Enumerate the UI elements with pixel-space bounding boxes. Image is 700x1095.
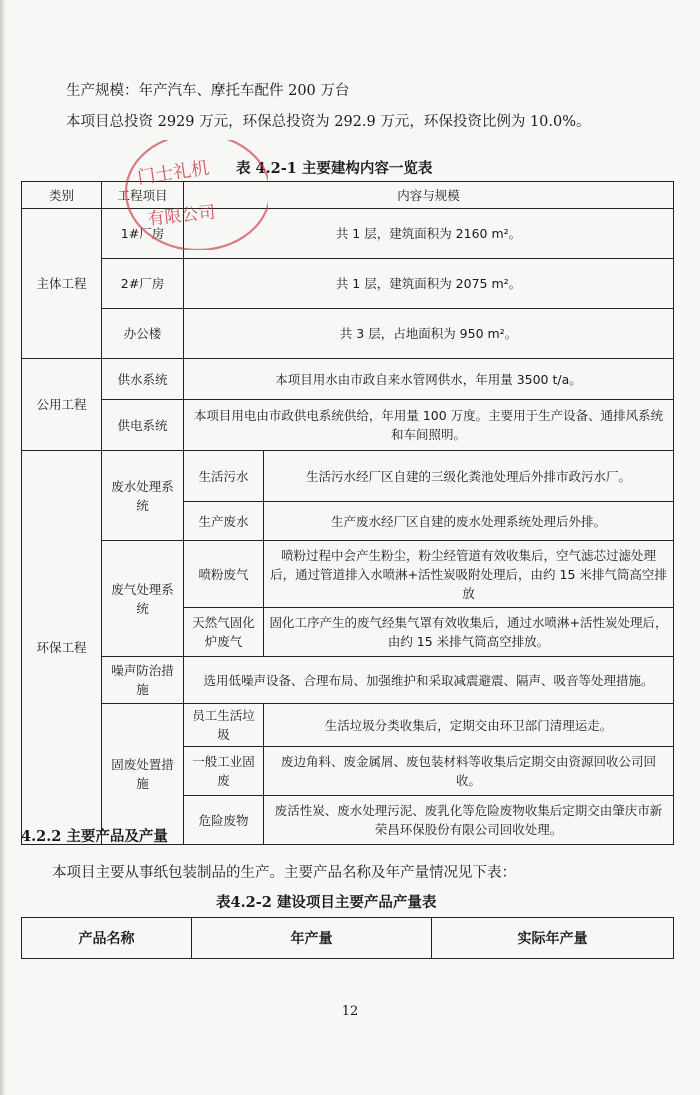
table-row: [22, 541, 674, 608]
production-scale-text: 生产规模：年产汽车、摩托车配件 200 万台: [66, 83, 350, 99]
content-cell: 生活污水经厂区自建的三级化粪池处理后外排市政污水厂。: [264, 451, 674, 502]
header-actual-output: 实际年产量: [432, 918, 674, 959]
category-env: 环保工程: [22, 451, 102, 845]
system-noise: 噪声防治措施: [102, 657, 184, 704]
item-cell: 喷粉废气: [184, 541, 264, 608]
system-gas: 废气处理系统: [102, 541, 184, 657]
item-cell: 天然气固化炉废气: [184, 608, 264, 657]
page-edge-shadow: [0, 0, 6, 1095]
item-cell: 生产废水: [184, 502, 264, 541]
item-cell: 2#厂房: [102, 259, 184, 309]
content-cell: 共 1 层，建筑面积为 2075 m²。: [184, 259, 674, 309]
item-cell: 员工生活垃圾: [184, 704, 264, 747]
page-number: 12: [341, 1004, 359, 1019]
item-cell: 供电系统: [102, 400, 184, 451]
item-cell: 生活污水: [184, 451, 264, 502]
table-header-row: [22, 918, 674, 959]
header-product-name: 产品名称: [22, 918, 192, 959]
item-cell: 危险废物: [184, 796, 264, 845]
content-cell: 本项目用电由市政供电系统供给，年用量 100 万度。主要用于生产设备、通排风系统和车间照明。: [184, 400, 674, 451]
table-row: [22, 309, 674, 359]
system-solid-waste: 固废处置措施: [102, 704, 184, 845]
investment-text: 本项目总投资 2929 万元，环保总投资为 292.9 万元，环保投资比例为 10.0%。: [66, 114, 591, 130]
content-cell: 共 3 层，占地面积为 950 m²。: [184, 309, 674, 359]
table-4-2-1-caption: 表 4.2-1 主要建构内容一览表: [236, 160, 433, 177]
construction-content-table: [21, 181, 674, 845]
svg-text:有限公司: 有限公司: [146, 202, 217, 230]
section-4-2-2-text: 本项目主要从事纸包装制品的生产。主要产品名称及年产量情况见下表：: [52, 865, 516, 881]
table-row: [22, 259, 674, 309]
content-cell: 本项目用水由市政自来水管网供水，年用量 3500 t/a。: [184, 359, 674, 400]
table-4-2-2-caption: 表4.2-2 建设项目主要产品产量表: [216, 894, 437, 911]
content-cell: 废活性炭、废水处理污泥、废乳化等危险废物收集后定期交由肇庆市新荣昌环保股份有限公司回收处理。: [264, 796, 674, 845]
section-4-2-2-heading: 4.2.2 主要产品及产量: [21, 828, 168, 845]
table-row: [22, 400, 674, 451]
table-row: [22, 359, 674, 400]
table-header-row: [22, 182, 674, 209]
item-cell: 供水系统: [102, 359, 184, 400]
content-cell: 生产废水经厂区自建的废水处理系统处理后外排。: [264, 502, 674, 541]
content-cell: 生活垃圾分类收集后，定期交由环卫部门清理运走。: [264, 704, 674, 747]
content-cell: 共 1 层，建筑面积为 2160 m²。: [184, 209, 674, 259]
table-row: [22, 209, 674, 259]
table-row: [22, 657, 674, 704]
table-row: [22, 704, 674, 747]
category-utility: 公用工程: [22, 359, 102, 451]
content-cell: 固化工序产生的废气经集气罩有效收集后，通过水喷淋+活性炭处理后，由约 15 米排气筒高空排放。: [264, 608, 674, 657]
header-item: 工程项目: [102, 182, 184, 209]
header-category: 类别: [22, 182, 102, 209]
content-cell: 选用低噪声设备、合理布局、加强维护和采取减震避震、隔声、吸音等处理措施。: [184, 657, 674, 704]
category-main: 主体工程: [22, 209, 102, 359]
content-cell: 废边角料、废金属屑、废包装材料等收集后定期交由资源回收公司回收。: [264, 747, 674, 796]
item-cell: 办公楼: [102, 309, 184, 359]
system-wastewater: 废水处理系统: [102, 451, 184, 541]
table-row: [22, 451, 674, 502]
product-output-table: [21, 917, 674, 959]
header-content: 内容与规模: [184, 182, 674, 209]
header-annual-output: 年产量: [192, 918, 432, 959]
svg-text:门士礼机: 门士礼机: [136, 157, 211, 189]
item-cell: 1#厂房: [102, 209, 184, 259]
content-cell: 喷粉过程中会产生粉尘，粉尘经管道有效收集后，空气滤芯过滤处理后，通过管道排入水喷淋+活性炭吸附处理后，由约 15 米排气筒高空排放: [264, 541, 674, 608]
item-cell: 一般工业固废: [184, 747, 264, 796]
